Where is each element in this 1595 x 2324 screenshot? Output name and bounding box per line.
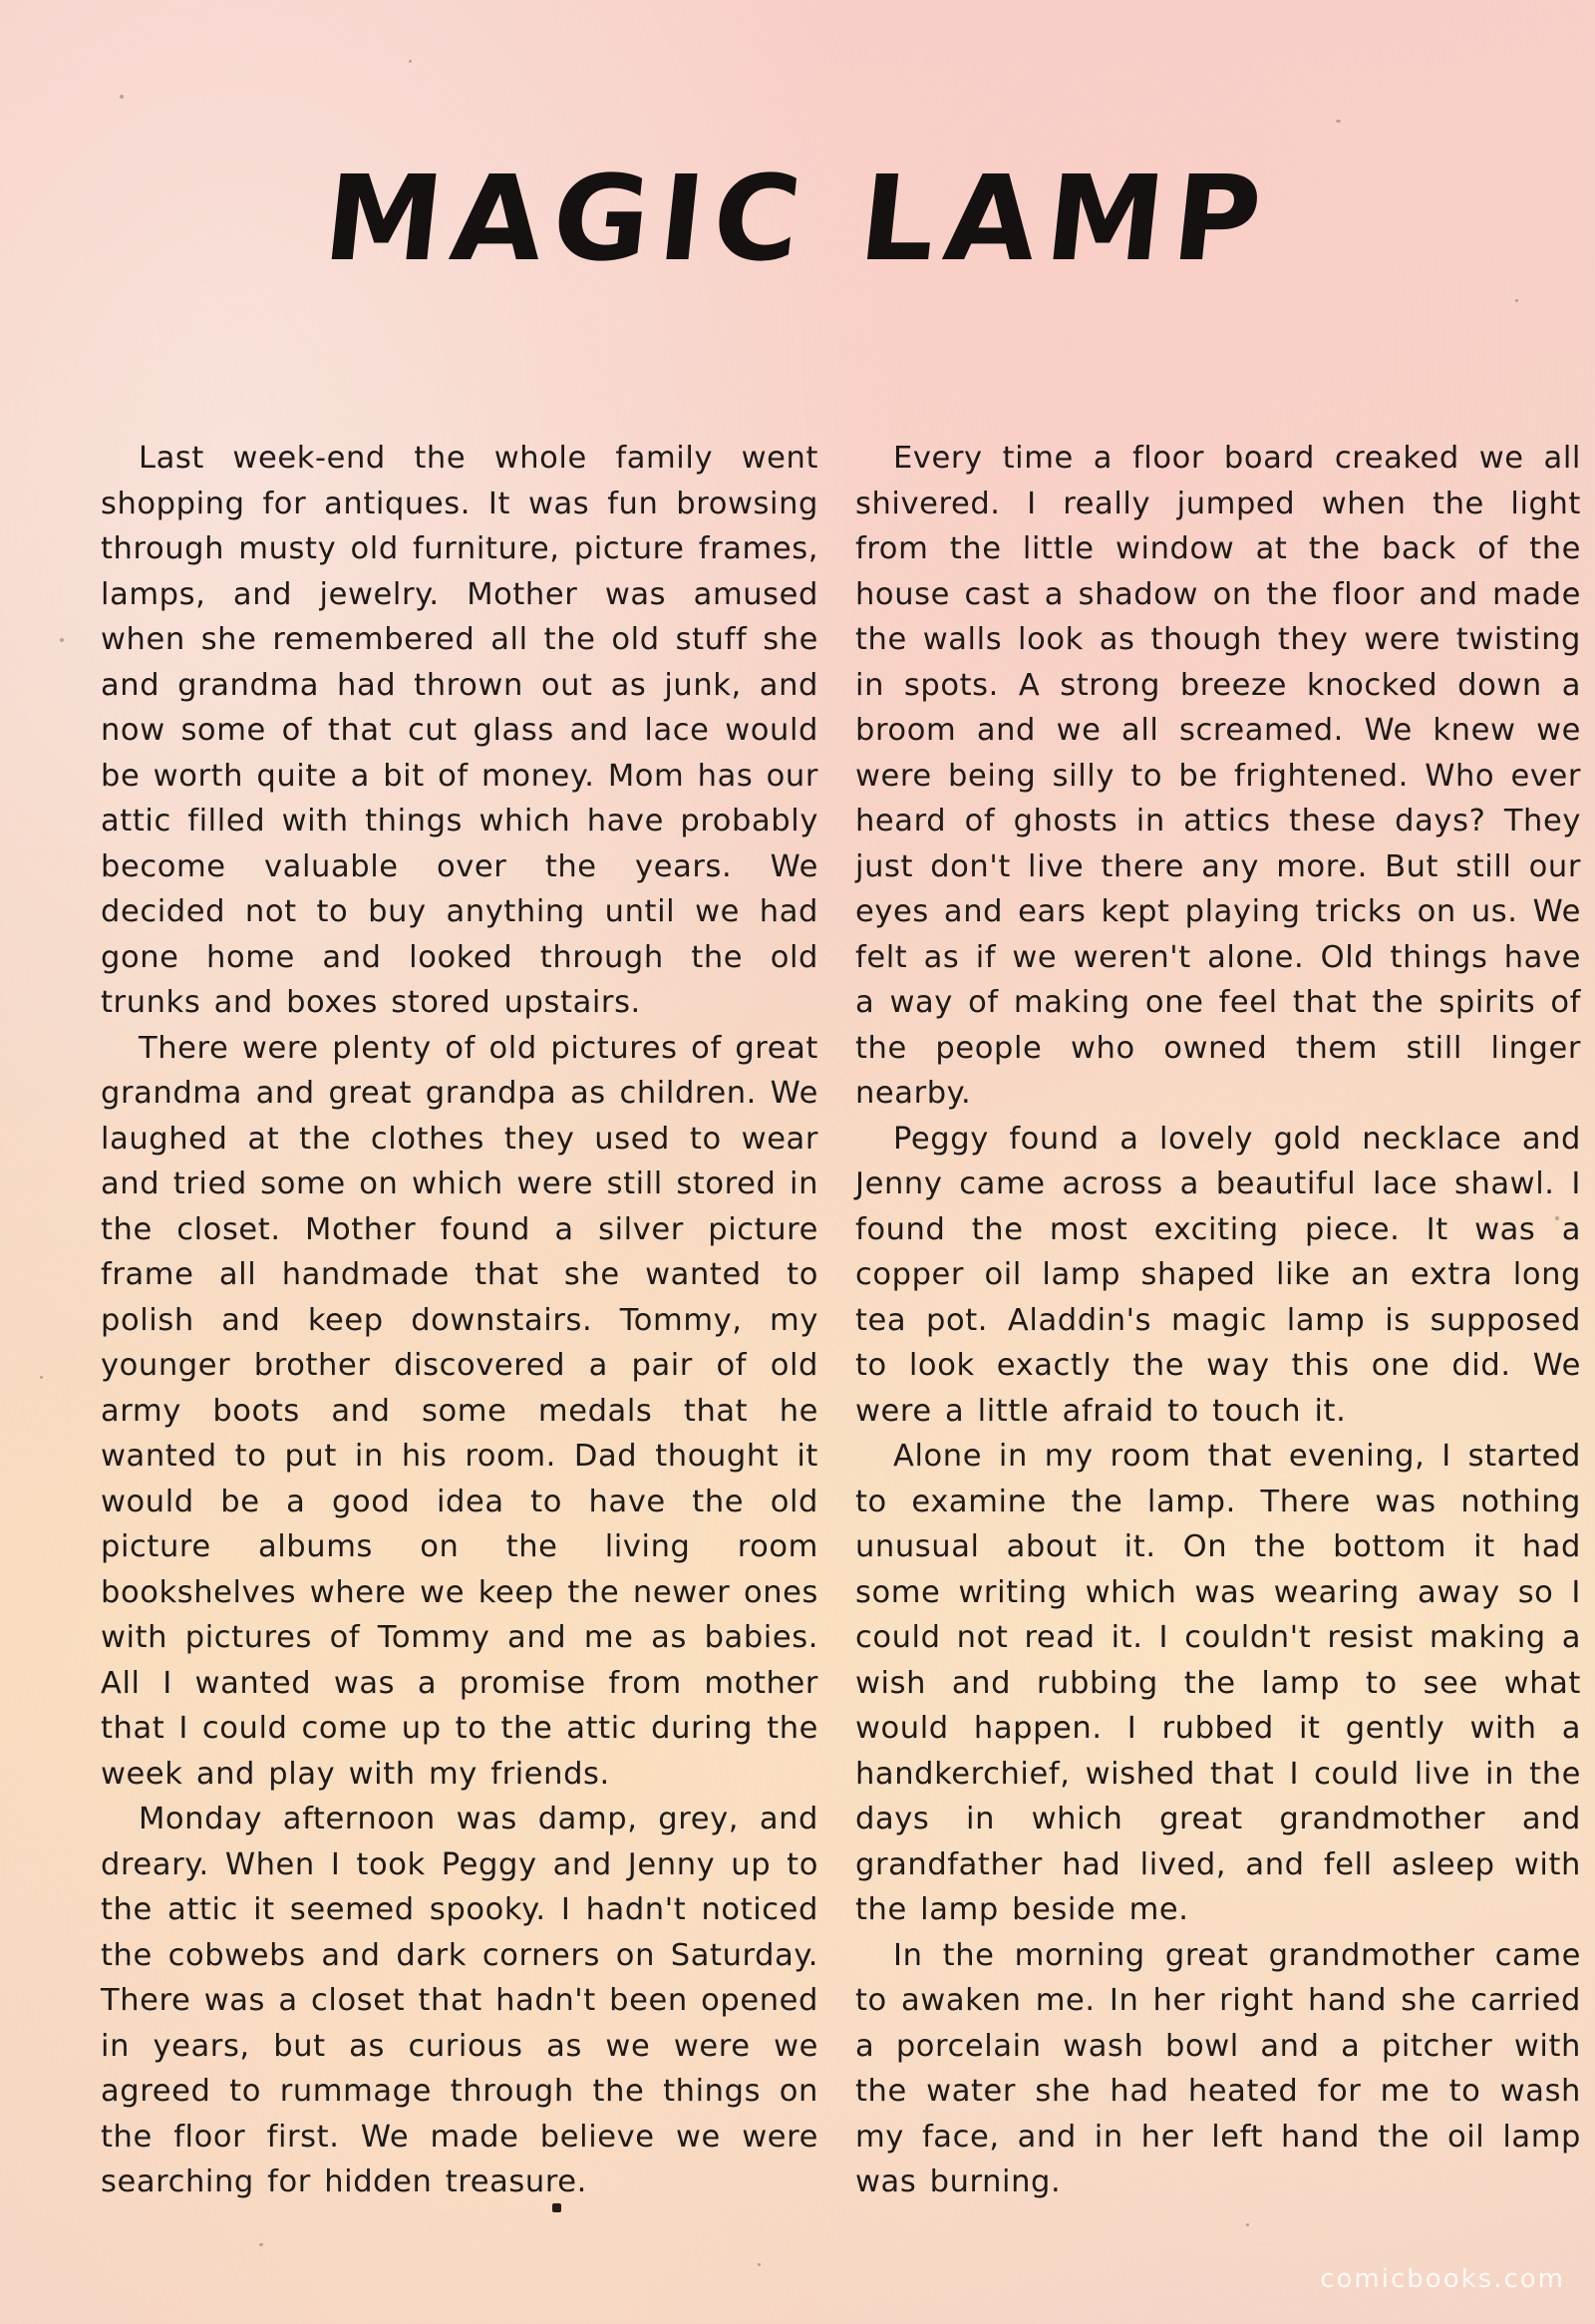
paragraph: In the morning great grandmother came to awaken me. In her right hand she carried a porcelain wash bowl and a pitcher with the water she had heated for me to wash my face, and in her left hand the oil lamp was burning.	[855, 1937, 1581, 2199]
paragraph: There were plenty of old pictures of great grandma and great grandpa as children. We laughed at the clothes they used to wear and tried some on which were still stored in the closet. Mother found a silver picture frame all handmade that she wanted to polish and keep downstairs. Tommy, my younger brother discovered a pair of old army boots and some medals that he wanted to put in his room. Dad thought it would be a good idea to have the old picture albums on the living room bookshelves where we keep the newer ones with pictures of Tommy and me as babies. All I wanted was a promise from mother that I could come up to the attic during the week and play with my friends.	[101, 1030, 818, 1792]
paragraph: Peggy found a lovely gold necklace and Jenny came across a beautiful lace shawl. I found the most exciting piece. It was a copper oil lamp shaped like an extra long tea pot. Aladdin's magic lamp is supposed to look exactly the way this one did. We were a little afraid to touch it.	[855, 1121, 1581, 1429]
paper-speck	[1246, 2223, 1249, 2226]
paragraph: Monday afternoon was damp, grey, and dreary. When I took Peggy and Jenny up to the attic it seemed spooky. I hadn't noticed the cobwebs and dark corners on Saturday. There was a closet that hadn't been opened in years, but as curious as we were we agreed to rummage through the things on the floor first. We made believe we were searching for hidden treasure.	[101, 1802, 818, 2199]
paragraph: Every time a floor board creaked we all shivered. I really jumped when the light from the little window at the back of the house cast a shadow on the floor and made the walls look as though they were twisting in spots. A strong breeze knocked down a broom and we all screamed. We knew we were being silly to be frightened. Who ever heard of ghosts in attics these days? They just don't live there any more. But still our eyes and ears kept playing tricks on us. We felt as if we weren't alone. Old things have a way of making one feel that the spirits of the people who owned them still linger nearby.	[855, 441, 1581, 1111]
paper-speck	[758, 2263, 761, 2266]
paper-speck	[409, 60, 412, 63]
paper-speck	[259, 2243, 263, 2246]
paragraph: Last week-end the whole family went shopping for antiques. It was fun browsing through musty old furniture, picture frames, lamps, and jewelry. Mother was amused when she remembered all the old stuff she and grandma had thrown out as junk, and now some of that cut glass and lace would be worth quite a bit of money. Mom has our attic filled with things which have probably become valuable over the years. We decided not to buy anything until we had gone home and looked through the old trunks and boxes stored upstairs.	[101, 441, 818, 1020]
right-column	[855, 436, 1581, 2205]
paper-speck	[60, 638, 64, 642]
paper-speck	[120, 95, 124, 99]
end-mark	[552, 2203, 561, 2212]
paragraph: Alone in my room that evening, I started to examine the lamp. There was nothing unusual about it. On the bottom it had some writing which was wearing away so I could not read it. I couldn't resist making a wish and rubbing the lamp to see what would happen. I rubbed it gently with a handkerchief, wished that I could live in the days in which great grandmother and grandfather had lived, and fell asleep with the lamp beside me.	[855, 1439, 1581, 1927]
paper-speck	[1515, 299, 1518, 302]
paper-speck	[40, 1376, 43, 1379]
story-title: MAGIC LAMP	[317, 150, 1278, 287]
paper-speck	[1336, 120, 1341, 123]
left-column	[101, 436, 818, 2205]
watermark: comicbooks.com	[1320, 2264, 1565, 2294]
